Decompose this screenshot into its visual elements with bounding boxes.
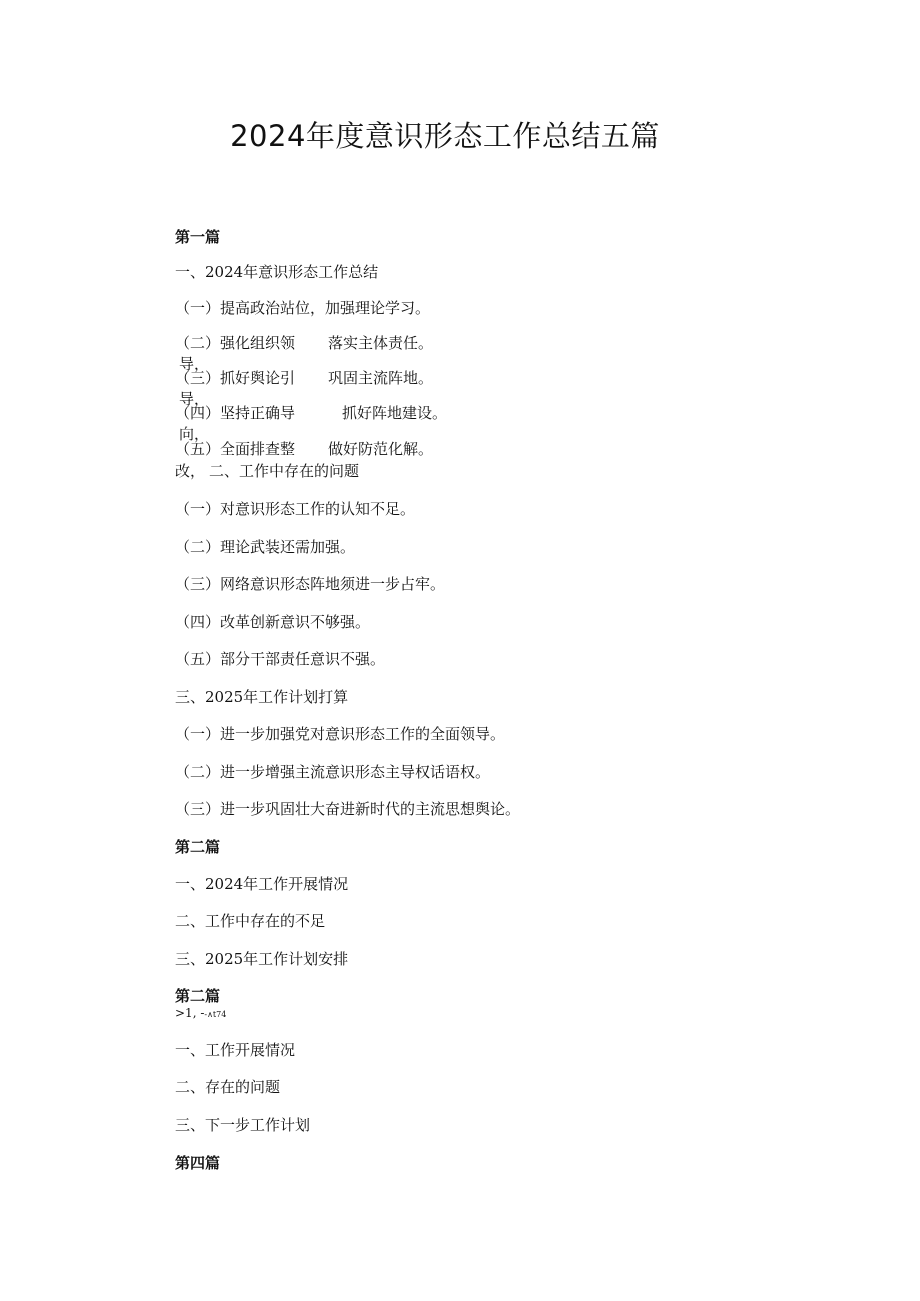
section1-subitem-3-1: （一）进一步加强党对意识形态工作的全面领导。 xyxy=(175,725,506,743)
ocr-artifact-line xyxy=(175,1006,226,1022)
section1-fragment-2: 导， xyxy=(179,355,210,373)
section1-subitem-1-4-right: 抓好阵地建设。 xyxy=(342,404,448,422)
section-heading-1: 第一篇 xyxy=(175,228,221,246)
section1-subitem-2-1: （一）对意识形态工作的认知不足。 xyxy=(175,500,416,518)
section1-fragment-3: 导， xyxy=(179,390,210,408)
section2-item-3: 三、2025年工作计划安排 xyxy=(175,950,349,968)
ocr-artifact-b: -∧t74 xyxy=(204,1010,227,1019)
section3-item-2: 二、存在的问题 xyxy=(175,1078,281,1096)
section3-item-1: 一、工作开展情况 xyxy=(175,1041,296,1059)
section1-fragment-5: 改， xyxy=(175,462,206,480)
section2-item-2: 二、工作中存在的不足 xyxy=(175,912,326,930)
section1-subitem-2-3: （三）网络意识形态阵地须进一步占牢。 xyxy=(175,575,446,593)
section1-subitem-1-2-left: （二）强化组织领 xyxy=(175,334,296,352)
section1-item-1: 一、2024年意识形态工作总结 xyxy=(175,263,379,281)
section2-item-1: 一、2024年工作开展情况 xyxy=(175,875,349,893)
section1-subitem-1-5-left: （五）全面排查整 xyxy=(175,440,296,458)
section1-subitem-3-2: （二）进一步增强主流意识形态主导权话语权。 xyxy=(175,763,491,781)
section-heading-3: 第二篇 xyxy=(175,987,221,1005)
section-heading-2: 第二篇 xyxy=(175,838,221,856)
section3-item-3: 三、下一步工作计划 xyxy=(175,1116,311,1134)
document-title: 2024年度意识形态工作总结五篇 xyxy=(230,119,660,153)
section1-item-3: 三、2025年工作计划打算 xyxy=(175,688,349,706)
section1-subitem-1-1: （一）提高政治站位，加强理论学习。 xyxy=(175,299,431,317)
section1-subitem-2-5: （五）部分干部责任意识不强。 xyxy=(175,650,386,668)
section1-item-2: 二、工作中存在的问题 xyxy=(209,462,360,480)
section1-fragment-4: 向， xyxy=(179,425,210,443)
section1-subitem-1-2-right: 落实主体责任。 xyxy=(328,334,434,352)
section1-subitem-2-4: （四）改革创新意识不够强。 xyxy=(175,613,371,631)
section-heading-4: 第四篇 xyxy=(175,1154,221,1172)
section1-subitem-1-5-right: 做好防范化解。 xyxy=(328,440,434,458)
section1-subitem-1-4-left: （四）坚持正确导 xyxy=(175,404,296,422)
section1-subitem-1-3-right: 巩固主流阵地。 xyxy=(328,369,434,387)
section1-subitem-3-3: （三）进一步巩固壮大奋进新时代的主流思想舆论。 xyxy=(175,800,521,818)
section1-subitem-2-2: （二）理论武装还需加强。 xyxy=(175,538,356,556)
ocr-artifact-a: >1, - xyxy=(175,1006,205,1020)
section1-subitem-1-3-left: （三）抓好舆论引 xyxy=(175,369,296,387)
